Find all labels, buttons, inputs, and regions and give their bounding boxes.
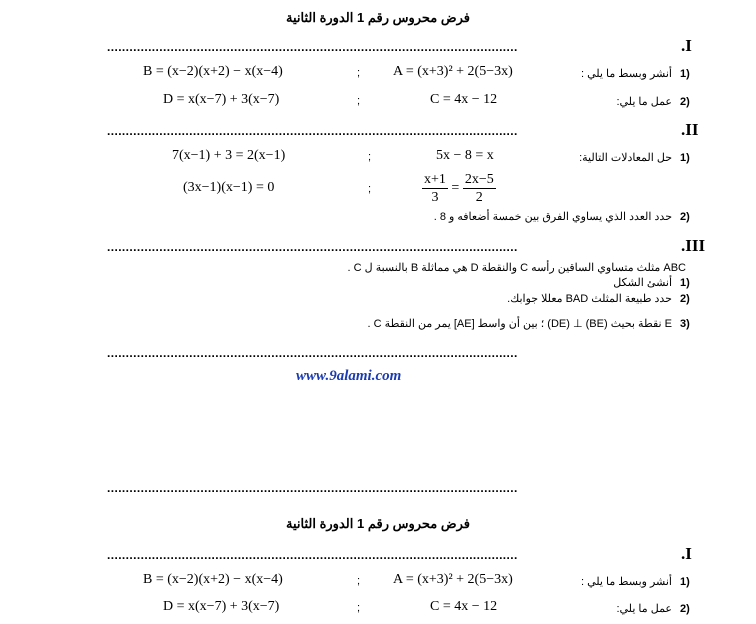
- equation-4: (3x−1)(x−1) = 0: [183, 180, 275, 195]
- problem-intro: ABC مثلث متساوي الساقين رأسه C والنقطة D هي مماثلة B بالنسبة ل C .: [347, 262, 686, 274]
- fraction: $\frac{x+1}{3}$: [424, 172, 446, 205]
- equation-3: $\frac{x+1}{3}$ = $\frac{2x-5}{2}$: [424, 172, 494, 205]
- separator: ;: [357, 95, 361, 107]
- section-numeral-iii: .III: [681, 236, 706, 255]
- question-number: 1): [680, 68, 690, 80]
- question-text: أنشئ الشكل: [613, 277, 672, 289]
- question-text: حدد العدد الذي يساوي الفرق بين خمسة أضعافه و 8 .: [433, 211, 672, 223]
- question-text: حل المعادلات التالية:: [579, 152, 672, 164]
- fraction: $\frac{2x-5}{2}$: [464, 172, 494, 205]
- section-numeral-i: .I: [681, 544, 692, 563]
- question-number: 3): [680, 318, 690, 330]
- question-number: 1): [680, 277, 690, 289]
- separator: ;: [357, 575, 361, 587]
- question-number: 2): [680, 211, 690, 223]
- question-number: 2): [680, 96, 690, 108]
- equation-1: 5x − 8 = x: [436, 148, 494, 163]
- page-title: فرض محروس رقم 1 الدورة الثانية: [286, 10, 470, 25]
- question-number: 1): [680, 576, 690, 588]
- question-text: حدد طبيعة المثلث BAD معللا جوابك.: [507, 293, 672, 305]
- expression-d: D = x(x−7) + 3(x−7): [163, 92, 280, 107]
- question-text: عمل ما يلي:: [616, 603, 672, 615]
- dotted-line: ..............................................................................................................: [107, 346, 518, 360]
- dotted-line: ..............................................................................................................: [107, 124, 518, 138]
- dotted-line: ..............................................................................................................: [107, 40, 518, 54]
- dotted-line: ..............................................................................................................: [107, 481, 518, 495]
- separator: ;: [357, 67, 361, 79]
- question-text: عمل ما يلي:: [616, 96, 672, 108]
- website-link[interactable]: www.9alami.com: [296, 368, 402, 384]
- expression-a: A = (x+3)² + 2(5−3x): [393, 572, 513, 587]
- expression-c: C = 4x − 12: [430, 599, 498, 614]
- separator: ;: [368, 183, 372, 195]
- separator: ;: [357, 602, 361, 614]
- section-numeral-i: .I: [681, 36, 692, 55]
- expression-a: A = (x+3)² + 2(5−3x): [393, 64, 513, 79]
- question-number: 2): [680, 603, 690, 615]
- question-number: 1): [680, 152, 690, 164]
- dotted-line: ..............................................................................................................: [107, 548, 518, 562]
- expression-b: B = (x−2)(x+2) − x(x−4): [143, 572, 283, 587]
- expression-c: C = 4x − 12: [430, 92, 498, 107]
- section-numeral-ii: .II: [681, 120, 699, 139]
- question-text: أنشر وبسط ما يلي :: [580, 576, 672, 588]
- separator: ;: [368, 151, 372, 163]
- equation-2: 7(x−1) + 3 = 2(x−1): [172, 148, 286, 163]
- question-text: E نقطة بحيث (BE) ⊥ (DE) ؛ بين أن واسط [AE] يمر من النقطة C .: [367, 318, 672, 330]
- expression-b: B = (x−2)(x+2) − x(x−4): [143, 64, 283, 79]
- page-title-copy: فرض محروس رقم 1 الدورة الثانية: [286, 516, 470, 531]
- expression-d: D = x(x−7) + 3(x−7): [163, 599, 280, 614]
- question-text: أنشر وبسط ما يلي :: [580, 68, 672, 80]
- dotted-line: ..............................................................................................................: [107, 240, 518, 254]
- question-number: 2): [680, 293, 690, 305]
